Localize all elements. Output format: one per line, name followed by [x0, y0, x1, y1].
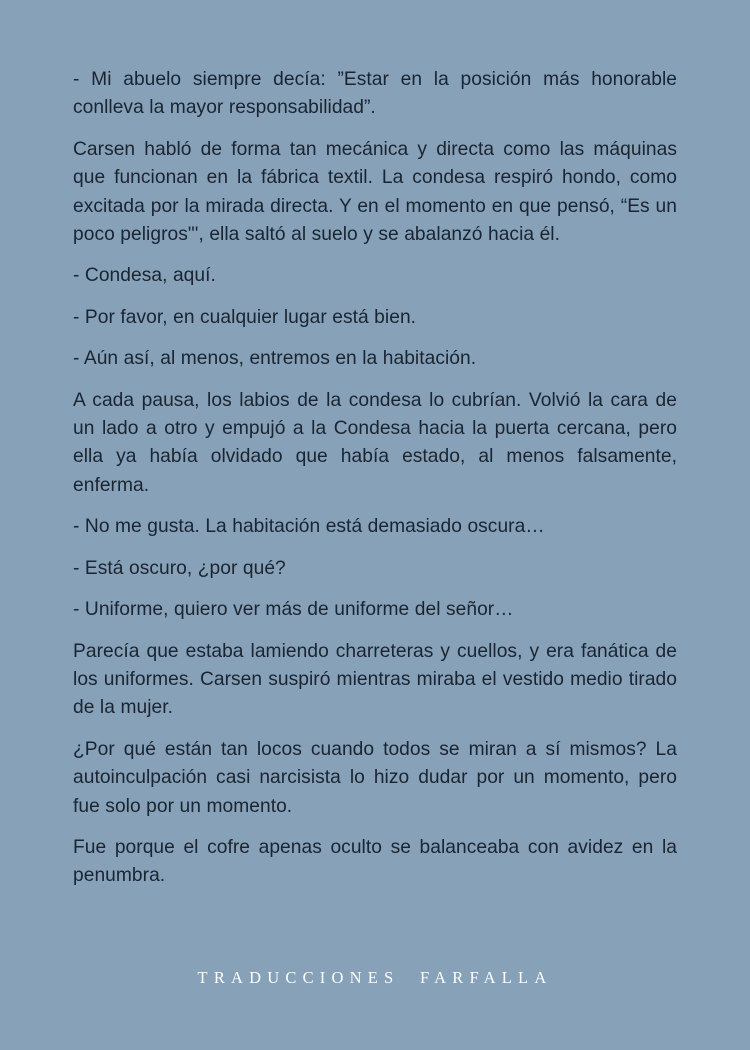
paragraph-1: - Mi abuelo siempre decía: ”Estar en la posición más honorable conlleva la mayor responsabilidad”.: [73, 69, 677, 119]
paragraph-4: - Por favor, en cualquier lugar está bien.: [73, 306, 417, 328]
paragraph-12: Fue porque el cofre apenas oculto se balanceaba con avidez en la penumbra.: [73, 836, 677, 887]
paragraph-2: Carsen habló de forma tan mecánica y directa como las máquinas que funcionan en la fábrica textil. La condesa respiró hondo, como excitada por la mirada directa. Y en el momento en que pensó, “Es un poco peligros"', ella saltó al suelo y se abalanzó hacia él.: [73, 138, 677, 246]
text-column: [73, 66, 677, 904]
paragraph-8: - Está oscuro, ¿por qué?: [73, 557, 286, 579]
paragraph-11: ¿Por qué están tan locos cuando todos se miran a sí mismos? La autoinculpación casi narcisista lo hizo dudar por un momento, pero fue solo por un momento.: [73, 738, 677, 817]
paragraph-3: - Condesa, aquí.: [73, 265, 216, 287]
translator-credit: TRADUCCIONES FARFALLA: [197, 968, 553, 987]
paragraph-6: A cada pausa, los labios de la condesa lo cubrían. Volvió la cara de un lado a otro y empujó a la Condesa hacia la puerta cercana, pero ella ya había olvidado que había estado, al menos falsamente, enferma.: [73, 389, 677, 496]
paragraph-5: - Aún así, al menos, entremos en la habitación.: [73, 348, 477, 370]
paragraph-7: - No me gusta. La habitación está demasiado oscura…: [73, 516, 545, 538]
paragraph-9: - Uniforme, quiero ver más de uniforme del señor…: [73, 599, 514, 621]
paragraph-10: Parecía que estaba lamiendo charreteras y cuellos, y era fanática de los uniformes. Carsen suspiró mientras miraba el vestido medio tirado de la mujer.: [73, 640, 677, 719]
